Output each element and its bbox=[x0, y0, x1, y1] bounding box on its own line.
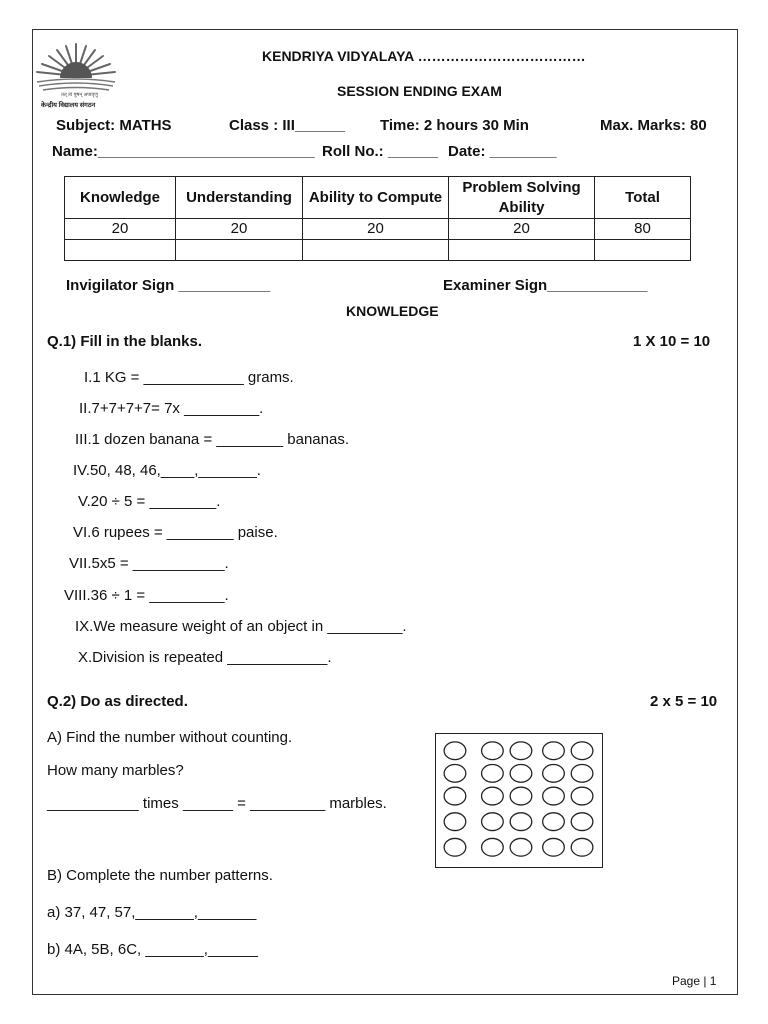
table-row-empty bbox=[65, 240, 691, 261]
marble bbox=[571, 765, 593, 783]
table-cell bbox=[303, 240, 449, 261]
marble bbox=[482, 787, 504, 805]
table-cell: 80 bbox=[595, 219, 691, 240]
marble bbox=[510, 787, 532, 805]
q1-item: III.1 dozen banana = ________ bananas. bbox=[75, 431, 349, 448]
table-cell bbox=[176, 240, 303, 261]
q1-item: X.Division is repeated ____________. bbox=[78, 649, 332, 666]
q1-item: I.1 KG = ____________ grams. bbox=[84, 369, 294, 386]
q2b-pattern-a: a) 37, 47, 57,_______,_______ bbox=[47, 904, 257, 921]
q2a-answer-line: ___________ times ______ = _________ marbles. bbox=[47, 795, 387, 812]
marble bbox=[571, 838, 593, 856]
table-cell: 20 bbox=[303, 219, 449, 240]
date-field: Date: ________ bbox=[448, 143, 557, 160]
marble bbox=[571, 787, 593, 805]
q1-item: VII.5x5 = ___________. bbox=[69, 555, 229, 572]
school-logo bbox=[33, 42, 119, 114]
q2a-title: A) Find the number without counting. bbox=[47, 729, 293, 746]
q2a-question: How many marbles? bbox=[47, 762, 184, 779]
q1-item: VI.6 rupees = ________ paise. bbox=[73, 524, 278, 541]
table-header-cell: Knowledge bbox=[65, 177, 176, 219]
school-name: KENDRIYA VIDYALAYA ……………………………… bbox=[262, 48, 586, 64]
logo-motto: तत् त्वं पूषन् अपावृणु bbox=[61, 92, 98, 98]
q2b-pattern-b: b) 4A, 5B, 6C, _______,______ bbox=[47, 941, 258, 958]
table-row bbox=[65, 219, 691, 240]
table-header-cell: Problem Solving Ability bbox=[449, 177, 595, 219]
roll-field: Roll No.: ______ bbox=[322, 143, 438, 160]
marble bbox=[444, 838, 466, 856]
examiner-sign: Examiner Sign____________ bbox=[443, 277, 648, 294]
marks-distribution-table bbox=[64, 176, 691, 261]
class-label: Class : III______ bbox=[229, 117, 345, 134]
page-number: Page | 1 bbox=[672, 974, 717, 988]
q1-item: V.20 ÷ 5 = ________. bbox=[78, 493, 221, 510]
table-header-cell: Understanding bbox=[176, 177, 303, 219]
name-field: Name:__________________________ bbox=[52, 143, 315, 160]
table-header-cell: Total bbox=[595, 177, 691, 219]
marble bbox=[543, 742, 565, 760]
q1-item: VIII.36 ÷ 1 = _________. bbox=[64, 587, 229, 604]
time-label: Time: 2 hours 30 Min bbox=[380, 117, 529, 134]
marble-grid-box bbox=[435, 733, 603, 868]
q2-title: Q.2) Do as directed. bbox=[47, 693, 188, 710]
marble bbox=[510, 765, 532, 783]
table-header-cell: Ability to Compute bbox=[303, 177, 449, 219]
q2-marks: 2 x 5 = 10 bbox=[650, 693, 718, 710]
table-cell: 20 bbox=[449, 219, 595, 240]
marble bbox=[510, 742, 532, 760]
marble bbox=[543, 765, 565, 783]
subject-label: Subject: MATHS bbox=[56, 117, 172, 134]
marble bbox=[543, 838, 565, 856]
logo-caption: केन्द्रीय विद्यालय संगठन bbox=[41, 102, 96, 109]
marble bbox=[543, 813, 565, 831]
table-header-row bbox=[65, 177, 691, 219]
q1-item: II.7+7+7+7= 7x _________. bbox=[79, 400, 264, 417]
q1-item: IX.We measure weight of an object in _________. bbox=[75, 618, 407, 635]
marble bbox=[571, 813, 593, 831]
marble bbox=[543, 787, 565, 805]
marble bbox=[444, 787, 466, 805]
marble-grid bbox=[436, 734, 602, 867]
table-cell bbox=[449, 240, 595, 261]
section-title: KNOWLEDGE bbox=[346, 303, 439, 319]
marble bbox=[482, 742, 504, 760]
marble bbox=[510, 813, 532, 831]
q2b-title: B) Complete the number patterns. bbox=[47, 867, 273, 884]
page-border bbox=[32, 29, 738, 995]
marble bbox=[571, 742, 593, 760]
marble bbox=[482, 813, 504, 831]
table-cell bbox=[65, 240, 176, 261]
table-cell: 20 bbox=[65, 219, 176, 240]
q1-title: Q.1) Fill in the blanks. bbox=[47, 333, 203, 350]
marble bbox=[444, 765, 466, 783]
marble bbox=[482, 838, 504, 856]
max-marks-label: Max. Marks: 80 bbox=[600, 117, 707, 134]
marble bbox=[444, 742, 466, 760]
q1-item: IV.50, 48, 46,____,_______. bbox=[73, 462, 261, 479]
exam-title: SESSION ENDING EXAM bbox=[337, 83, 502, 99]
marble bbox=[444, 813, 466, 831]
marble bbox=[510, 838, 532, 856]
table-cell: 20 bbox=[176, 219, 303, 240]
marble bbox=[482, 765, 504, 783]
q1-marks: 1 X 10 = 10 bbox=[633, 333, 711, 350]
table-cell bbox=[595, 240, 691, 261]
invigilator-sign: Invigilator Sign ___________ bbox=[66, 277, 271, 294]
